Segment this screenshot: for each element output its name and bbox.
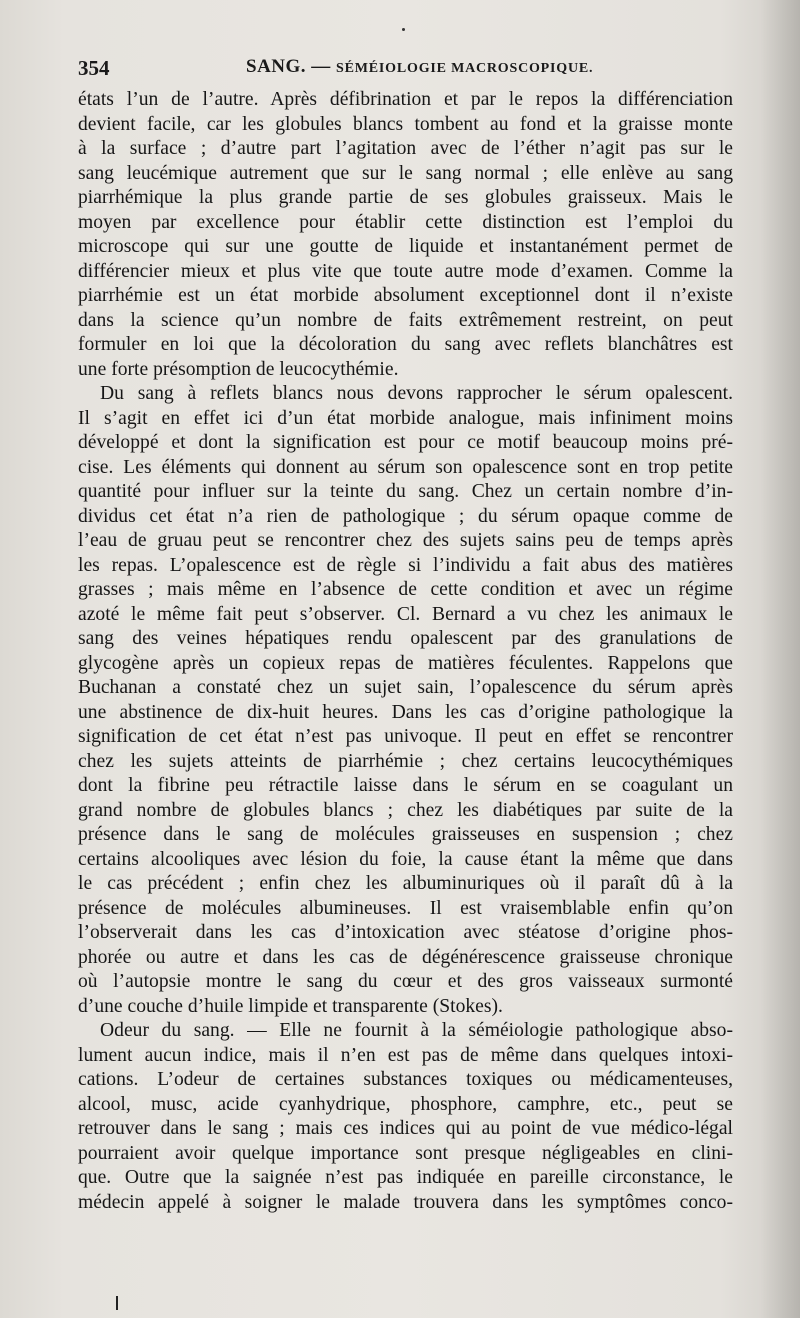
text-line: piarrhémie est un état morbide absolument exceptionnel dont il n’existe (78, 285, 733, 306)
text-line: les repas. L’opalescence est de règle si l’individu a fait abus des matières (78, 554, 733, 576)
text-line: certains alcooliques avec lésion du foie, la cause étant la même que dans (78, 848, 733, 870)
text-line: cise. Les éléments qui donnent au sérum son opalescence sont en trop petite (78, 456, 733, 478)
text-line: d’une couche d’huile limpide et transparente (Stokes). (78, 995, 503, 1017)
page-edge-shadow (760, 0, 800, 1318)
text-line: Buchanan a constaté chez un sujet sain, l’opalescence du sérum après (78, 677, 733, 698)
text-line: dividus cet état n’a rien de pathologique ; du sérum opaque comme de (78, 505, 733, 527)
text-line: une forte présomption de leucocythémie. (78, 358, 399, 380)
text-line: le cas précédent ; enfin chez les albuminuriques où il paraît dû à la (78, 873, 733, 894)
text-line: à la surface ; d’autre part l’agitation avec de l’éther n’agit pas sur le (78, 138, 733, 159)
text-line: quantité pour influer sur la teinte du sang. Chez un certain nombre d’in- (78, 481, 733, 502)
running-head-subtitle: SÉMÉIOLOGIE MACROSCOPIQUE. (336, 61, 594, 76)
text-line: états l’un de l’autre. Après défibrination et par le repos la différenciation (78, 89, 733, 110)
text-line: l’eau de gruau peut se rencontrer chez des sujets sains peu de temps après (78, 530, 733, 551)
text-line: moyen par excellence pour établir cette distinction est l’emploi du (78, 211, 733, 233)
text-line: Il s’agit en effet ici d’un état morbide analogue, mais infiniment moins (78, 407, 733, 429)
text-line: médecin appelé à soigner le malade trouvera dans les symptômes conco- (78, 1191, 733, 1213)
text-line: différencier mieux et plus vite que toute autre mode d’examen. Comme la (78, 260, 733, 282)
text-line: phorée ou autre et dans les cas de dégénérescence graisseuse chronique (78, 946, 733, 968)
text-line: sang leucémique autrement que sur le sang normal ; elle enlève au sang (78, 162, 733, 184)
text-line: retrouver dans le sang ; mais ces indices qui au point de vue médico-légal (78, 1118, 733, 1139)
running-header (78, 56, 733, 84)
text-line: que. Outre que la saignée n’est pas indiquée en pareille circonstance, le (78, 1167, 733, 1188)
running-head (246, 56, 593, 78)
text-line: sang des veines hépatiques rendu opalescent par des granulations de (78, 628, 733, 649)
text-line: alcool, musc, acide cyanhydrique, phosphore, camphre, etc., peut se (78, 1093, 733, 1115)
text-line: chez les sujets atteints de piarrhémie ; chez certains leucocythémiques (78, 750, 733, 772)
text-line: Odeur du sang. — Elle ne fournit à la séméiologie pathologique abso- (100, 1020, 733, 1041)
text-line: présence de molécules albumineuses. Il est vraisemblable enfin qu’on (78, 897, 733, 919)
text-line: signification de cet état n’est pas univoque. Il peut en effet se rencontrer (78, 726, 733, 747)
text-line: développé et dont la signification est pour ce motif beaucoup moins pré- (78, 432, 733, 453)
text-line: Du sang à reflets blancs nous devons rapprocher le sérum opalescent. (100, 383, 733, 404)
text-line: devient facile, car les globules blancs tombent au fond et la graisse monte (78, 113, 733, 135)
text-line: présence dans le sang de molécules graisseuses en suspension ; chez (78, 824, 733, 845)
text-line: une abstinence de dix-huit heures. Dans les cas d’origine pathologique la (78, 701, 733, 723)
margin-mark (116, 1296, 118, 1310)
body-text (78, 88, 733, 1215)
text-line: grand nombre de globules blancs ; chez les diabétiques par suite de la (78, 799, 733, 821)
text-line: où l’autopsie montre le sang du cœur et des gros vaisseaux surmonté (78, 971, 733, 992)
ink-speck (402, 28, 405, 31)
page-number: 354 (78, 56, 110, 80)
text-line: lument aucun indice, mais il n’en est pas de même dans quelques intoxi- (78, 1044, 733, 1066)
text-line: cations. L’odeur de certaines substances toxiques ou médicamenteuses, (78, 1069, 733, 1090)
text-line: azoté le même fait peut s’observer. Cl. Bernard a vu chez les animaux le (78, 603, 733, 625)
text-line: formuler en loi que la décoloration du sang avec reflets blanchâtres est (78, 334, 733, 355)
text-line: dont la fibrine peu rétractile laisse dans le sérum en se coagulant un (78, 775, 733, 796)
text-line: dans la science qu’un nombre de faits extrêmement restreint, on peut (78, 309, 733, 331)
text-line: piarrhémique la plus grande partie de ses globules graisseux. Mais le (78, 187, 733, 208)
text-line: l’observerait dans les cas d’intoxication avec stéatose d’origine phos- (78, 922, 733, 943)
text-line: glycogène après un copieux repas de matières féculentes. Rappelons que (78, 652, 733, 674)
text-line: grasses ; mais même en l’absence de cette condition et avec un régime (78, 579, 733, 600)
running-head-title: SANG. — (246, 56, 331, 77)
text-line: microscope qui sur une goutte de liquide et instantanément permet de (78, 236, 733, 257)
text-line: pourraient avoir quelque importance sont presque négligeables en clini- (78, 1142, 733, 1164)
